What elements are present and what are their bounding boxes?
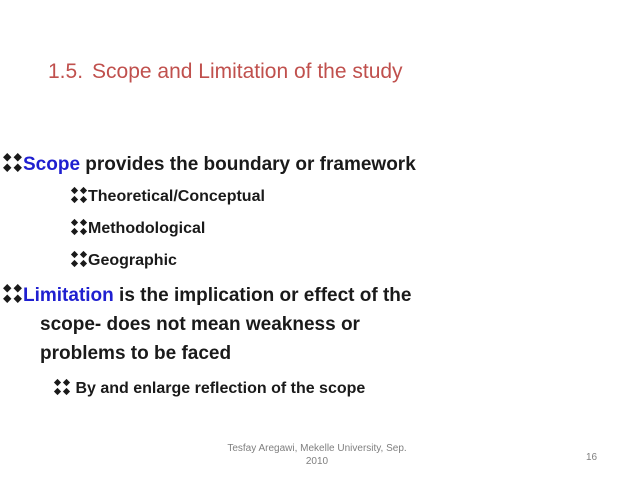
title-number: 1.5.	[48, 60, 84, 83]
diamond-bullet-icon	[70, 218, 88, 236]
diamond-bullet-icon	[2, 283, 23, 304]
bullet-limitation	[2, 283, 411, 307]
footer	[212, 442, 422, 468]
scope-keyword: Scope	[23, 154, 81, 175]
diamond-bullet-icon	[2, 152, 23, 173]
limitation-line-3: problems to be faced	[40, 343, 232, 364]
slide-title	[48, 60, 403, 84]
bullet-scope	[2, 152, 416, 176]
sub-bullet-methodological	[70, 218, 205, 238]
page-number: 16	[586, 452, 598, 463]
title-text: Scope and Limitation of the study	[92, 60, 403, 83]
limitation-line-2: scope- does not mean weakness or	[40, 314, 360, 335]
sub-bullet-theoretical	[70, 186, 265, 206]
theoretical-text: Theoretical/Conceptual	[88, 188, 265, 205]
methodological-text: Methodological	[88, 220, 206, 237]
diamond-bullet-icon	[53, 378, 71, 396]
footer-line-1: Tesfay Aregawi, Mekelle University, Sep.	[227, 443, 407, 454]
limitation-text: is the implication or effect of the	[113, 285, 412, 306]
geographic-text: Geographic	[88, 252, 177, 269]
reflection-text: By and enlarge reflection of the scope	[75, 380, 366, 397]
scope-text: provides the boundary or framework	[80, 154, 416, 175]
sub-bullet-geographic	[70, 250, 177, 270]
diamond-bullet-icon	[70, 250, 88, 268]
diamond-bullet-icon	[70, 186, 88, 204]
footer-line-2: 2010	[305, 456, 329, 467]
sub-bullet-reflection	[53, 378, 365, 398]
limitation-keyword: Limitation	[23, 285, 114, 306]
